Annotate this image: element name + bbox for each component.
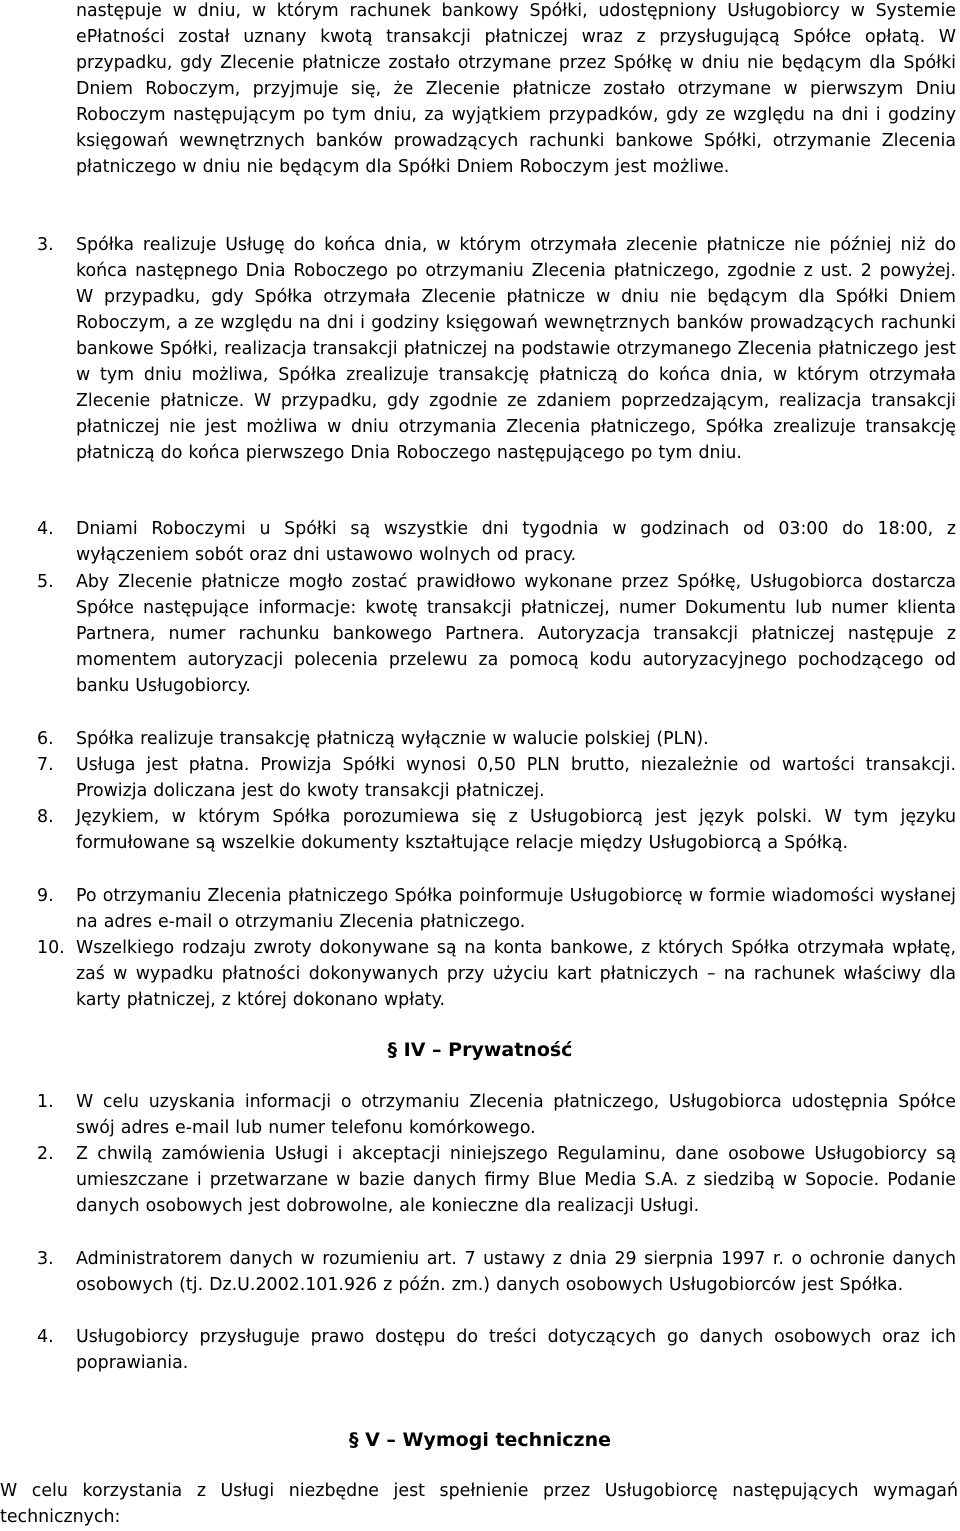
list-item-number: 2. <box>37 1144 54 1164</box>
section5-intro: W celu korzystania z Usługi niezbędne jest spełnienie przez Usługobiorcę następujących wymagań technicznych: <box>0 1481 958 1527</box>
list-item-number: 3. <box>37 1249 54 1269</box>
list-item <box>37 232 956 466</box>
list-item-number: 10. <box>37 938 65 958</box>
list-item <box>37 804 956 856</box>
list-item-text: Aby Zlecenie płatnicze mogło zostać prawidłowo wykonane przez Spółkę, Usługobiorca dostarcza Spółce następujące informacje: kwotę transakcji płatniczej, numer Dokumentu lub numer klienta Partnera, numer rachunku bankowego Partnera. Autoryzacja transakcji płatniczej następuje z momentem autoryzacji polecenia przelewu za pomocą kodu autoryzacyjnego pochodzącego od banku Usługobiorcy. <box>76 572 956 696</box>
list-item-text: Administratorem danych w rozumieniu art. 7 ustawy z dnia 29 sierpnia 1997 r. o ochronie danych osobowych (tj. Dz.U.2002.101.926 z późn. zm.) danych osobowych Usługobiorców jest Spółka. <box>76 1249 956 1295</box>
section-heading-technical: § V – Wymogi techniczne <box>348 1429 611 1451</box>
list-item-number: 1. <box>37 1092 54 1112</box>
list-item <box>37 883 956 935</box>
list-item <box>37 1141 956 1219</box>
list-item-text: Usługa jest płatna. Prowizja Spółki wynosi 0,50 PLN brutto, niezależnie od wartości transakcji. Prowizja doliczana jest do kwoty transakcji płatniczej. <box>76 755 956 801</box>
list-item <box>37 726 956 752</box>
section3-item2-continuation: następuje w dniu, w którym rachunek bankowy Spółki, udostępniony Usługobiorcy w Systemie ePłatności został uznany kwotą transakcji płatniczej wraz z przysługującą Spółce opłatą. W przypadku, gdy Zlecenie płatnicze zostało otrzymane przez Spółkę w dniu nie będącym dla Spółki Dniem Roboczym, przyjmuje się, że Zlecenie płatnicze zostało otrzymane w pierwszym Dniu Roboczym następującym po tym dniu, za wyjątkiem przypadków, gdy ze względu na dni i godziny księgowań wewnętrznych banków prowadzących rachunki bankowe Spółki, otrzymanie Zlecenia płatniczego w dniu nie będącym dla Spółki Dniem Roboczym jest możliwe. <box>76 1 956 177</box>
list-item-text: W celu uzyskania informacji o otrzymaniu Zlecenia płatniczego, Usługobiorca udostępnia Spółce swój adres e-mail lub numer telefonu komórkowego. <box>76 1092 956 1138</box>
list-item-number: 3. <box>37 235 54 255</box>
list-item <box>37 1089 956 1141</box>
list-item <box>37 752 956 804</box>
list-item <box>37 1246 956 1298</box>
list-item-text: Dniami Roboczymi u Spółki są wszystkie dni tygodnia w godzinach od 03:00 do 18:00, z wyłączeniem sobót oraz dni ustawowo wolnych od pracy. <box>76 519 956 565</box>
list-item-text: Językiem, w którym Spółka porozumiewa się z Usługobiorcą jest język polski. W tym języku formułowane są wszelkie dokumenty kształtujące relacje między Usługobiorcą a Spółką. <box>76 807 956 853</box>
list-item-text: Spółka realizuje Usługę do końca dnia, w którym otrzymała zlecenie płatnicze nie później niż do końca następnego Dnia Roboczego po otrzymaniu Zlecenia płatniczego, zgodnie z ust. 2 powyżej. W przypadku, gdy Spółka otrzymała Zlecenie płatnicze w dniu nie będącym dla Spółki Dniem Roboczym, a ze względu na dni i godziny księgowań wewnętrznych banków prowadzących rachunki bankowe Spółki, realizacja transakcji płatniczej na podstawie otrzymanego Zlecenia płatniczego jest w tym dniu możliwa, Spółka zrealizuje transakcję płatniczą do końca dnia, w którym otrzymała Zlecenie płatnicze. W przypadku, gdy zgodnie ze zdaniem poprzedzającym, realizacja transakcji płatniczej nie jest możliwa w dniu otrzymania Zlecenia płatniczego, Spółka zrealizuje transakcję płatniczą do końca pierwszego Dnia Roboczego następującego po tym dniu. <box>76 235 956 463</box>
list-item-number: 7. <box>37 755 54 775</box>
list-item <box>37 935 956 1013</box>
list-item-number: 4. <box>37 519 54 539</box>
list-item-text: Wszelkiego rodzaju zwroty dokonywane są na konta bankowe, z których Spółka otrzymała wpłatę, zaś w wypadku płatności dokonywanych przy użyciu kart płatniczych – na rachunek właściwy dla karty płatniczej, z której dokonano wpłaty. <box>76 938 956 1010</box>
list-item-text: Usługobiorcy przysługuje prawo dostępu do treści dotyczących go danych osobowych oraz ich poprawiania. <box>76 1327 956 1373</box>
section-heading-privacy: § IV – Prywatność <box>387 1039 573 1061</box>
list-item-number: 6. <box>37 729 54 749</box>
list-item <box>37 569 956 699</box>
list-item-text: Po otrzymaniu Zlecenia płatniczego Spółka poinformuje Usługobiorcę w formie wiadomości wysłanej na adres e-mail o otrzymaniu Zlecenia płatniczego. <box>76 886 956 932</box>
list-item <box>37 1324 956 1376</box>
list-item-text: Spółka realizuje transakcję płatniczą wyłącznie w walucie polskiej (PLN). <box>76 729 709 749</box>
list-item <box>37 516 956 568</box>
list-item-number: 8. <box>37 807 54 827</box>
list-item-text: Z chwilą zamówienia Usługi i akceptacji niniejszego Regulaminu, dane osobowe Usługobiorcy są umieszczane i przetwarzane w bazie danych firmy Blue Media S.A. z siedzibą w Sopocie. Podanie danych osobowych jest dobrowolne, ale konieczne dla realizacji Usługi. <box>76 1144 956 1216</box>
list-item-number: 4. <box>37 1327 54 1347</box>
list-item-number: 5. <box>37 572 54 592</box>
list-item-number: 9. <box>37 886 54 906</box>
